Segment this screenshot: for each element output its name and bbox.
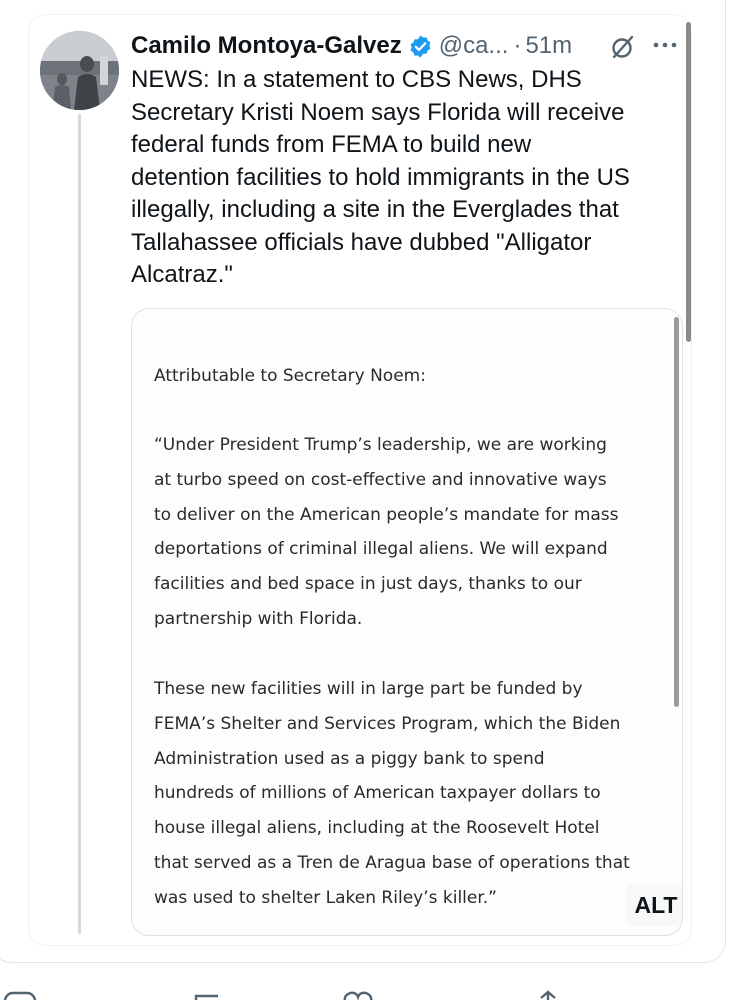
- header-separator: ·: [513, 32, 522, 59]
- repost-icon[interactable]: [188, 988, 228, 1000]
- doc-heading: Attributable to Secretary Noem:: [154, 366, 426, 386]
- like-icon[interactable]: [338, 988, 378, 1000]
- doc-paragraph-1: “Under President Trump’s leadership, we are working at turbo speed on cost-effective and innovative ways to deliver on the American people’s mandate for mass deportations of criminal illegal aliens. We will expand facilities and bed space in just days, thanks to our partnership with Florida.: [154, 435, 619, 629]
- alt-badge[interactable]: ALT: [625, 884, 683, 926]
- verified-badge-icon: [408, 34, 433, 59]
- timestamp[interactable]: 51m: [525, 32, 573, 59]
- action-bar: [0, 988, 752, 1000]
- author-handle[interactable]: @ca...: [438, 32, 509, 59]
- author-name[interactable]: Camilo Montoya-Galvez: [131, 32, 402, 59]
- thread-line: [78, 114, 81, 934]
- reply-icon[interactable]: [0, 988, 40, 1000]
- media-image[interactable]: [131, 308, 683, 936]
- avatar[interactable]: [40, 31, 119, 110]
- grok-icon[interactable]: [609, 33, 637, 61]
- tweet-header: [131, 28, 572, 64]
- doc-paragraph-2: These new facilities will in large part be funded by FEMA’s Shelter and Services Program, which the Biden Administration used as a piggy bank to spend hundreds of millions of American taxpayer dollars to house illegal aliens, including at the Roosevelt Hotel that served as a Tren de Aragua base of operations that was used to shelter Laken Riley’s killer.”: [154, 679, 630, 908]
- more-icon[interactable]: [652, 35, 678, 55]
- document-scrollbar: [674, 317, 679, 707]
- share-icon[interactable]: [528, 988, 568, 1000]
- tweet-text: NEWS: In a statement to CBS News, DHS Secretary Kristi Noem says Florida will receive federal funds from FEMA to build new detention facilities to hold immigrants in the US illegally, including a site in the Everglades that Tallahassee officials have dubbed "Alligator Alcatraz.": [131, 66, 630, 288]
